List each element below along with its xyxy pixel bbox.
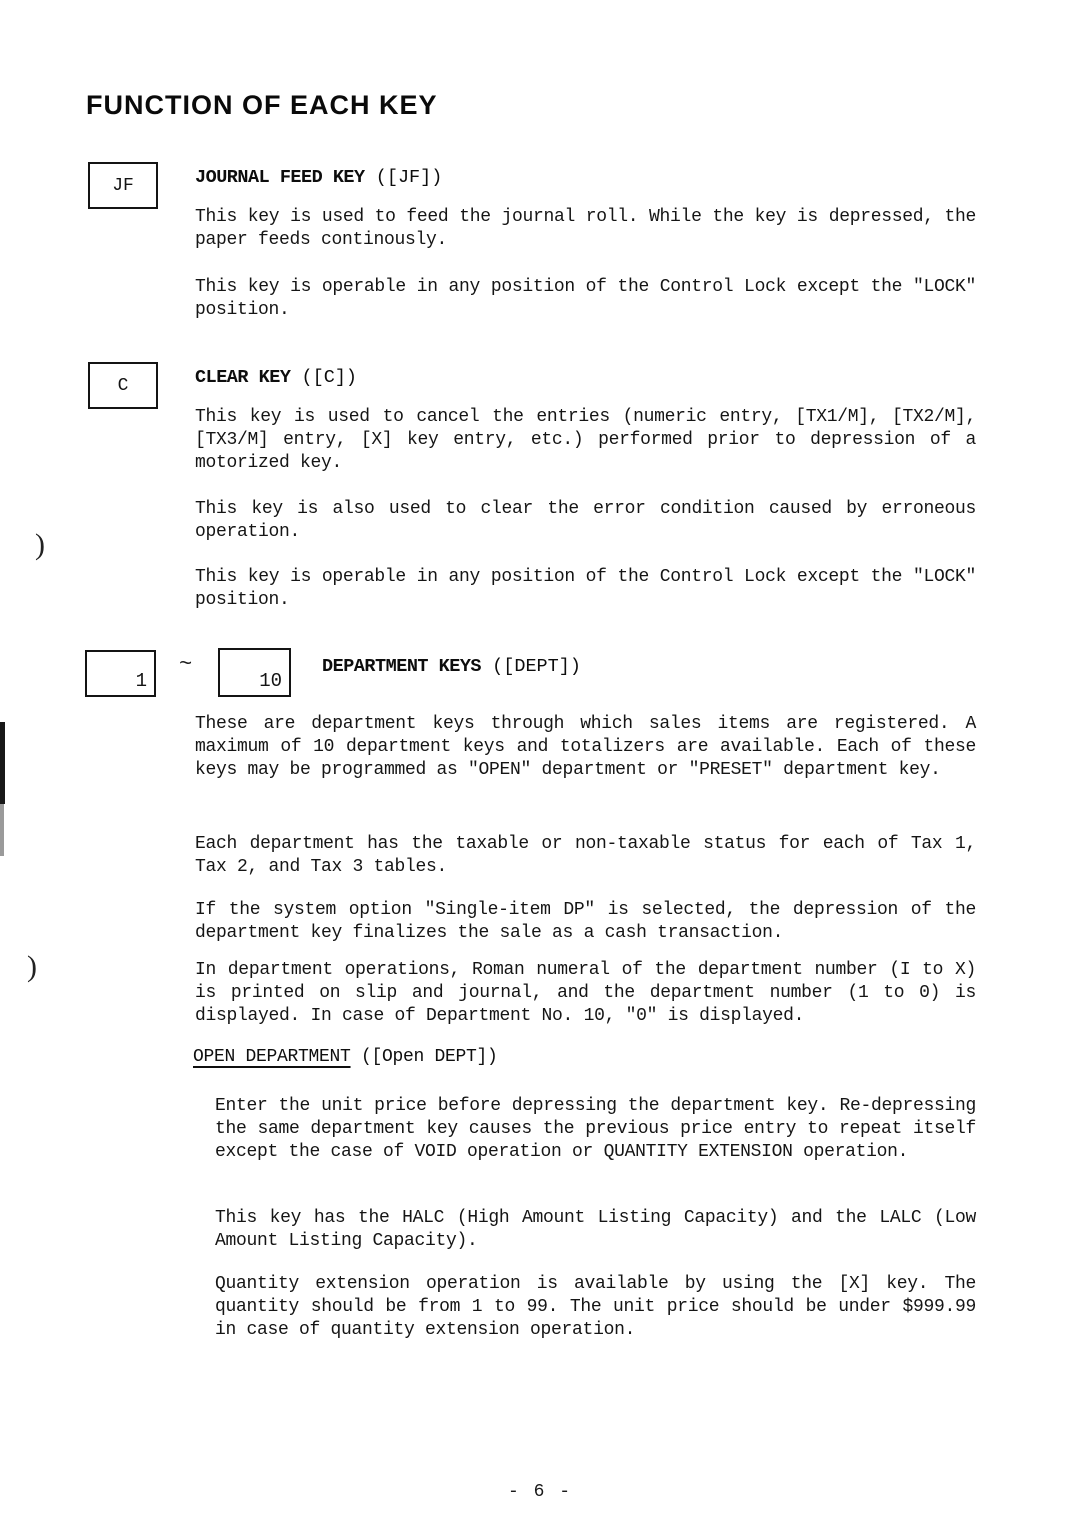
key-box-dept-1 xyxy=(85,650,156,697)
heading-rest-text: ([C]) xyxy=(290,367,358,388)
key-box-clear xyxy=(88,362,158,409)
key-label-clear: C xyxy=(117,375,129,396)
heading-rest-text: ([DEPT]) xyxy=(481,656,581,677)
section-heading-department xyxy=(322,656,581,677)
paragraph: This key is also used to clear the error condition caused by erroneous operation. xyxy=(195,499,976,542)
key-label-dept-10: 10 xyxy=(259,670,282,692)
heading-bold-text: DEPARTMENT KEYS xyxy=(322,656,482,677)
page-title: FUNCTION OF EACH KEY xyxy=(86,90,438,120)
paragraph: This key is used to cancel the entries (numeric entry, [TX1/M], [TX2/M], [TX3/M] entry, [X] key entry, etc.) performed prior to depression of a motorized key. xyxy=(195,407,976,473)
heading-bold-text: JOURNAL FEED KEY xyxy=(195,167,365,188)
tilde-separator: ~ xyxy=(179,652,193,677)
paragraph: This key has the HALC (High Amount Listing Capacity) and the LALC (Low Amount Listing Capacity). xyxy=(215,1208,976,1251)
key-label-dept-1: 1 xyxy=(135,670,147,692)
key-box-dept-10 xyxy=(218,648,291,697)
section-heading-clear xyxy=(195,367,357,388)
scan-artifact-line-fade xyxy=(0,804,4,856)
heading-underlined-text: OPEN DEPARTMENT xyxy=(193,1047,351,1067)
heading-rest-text: ([Open DEPT]) xyxy=(350,1047,498,1067)
section-heading-journal-feed xyxy=(195,167,442,188)
paragraph: This key is operable in any position of the Control Lock except the "LOCK" position. xyxy=(195,567,976,610)
margin-paren-mark: ) xyxy=(35,528,45,561)
paragraph: In department operations, Roman numeral of the department number (I to X) is printed on slip and journal, and the department number (1 to 0) is displayed. In case of Department No. 10, "0" is displayed. xyxy=(195,960,976,1026)
paragraph: Quantity extension operation is available by using the [X] key. The quantity should be from 1 to 99. The unit price should be under $999.99 in case of quantity extension operation. xyxy=(215,1274,976,1340)
paragraph: Each department has the taxable or non-taxable status for each of Tax 1, Tax 2, and Tax 3 tables. xyxy=(195,834,976,877)
margin-paren-mark: ) xyxy=(27,950,37,983)
heading-bold-text: CLEAR KEY xyxy=(195,367,291,388)
paragraph: If the system option "Single-item DP" is selected, the depression of the department key finalizes the sale as a cash transaction. xyxy=(195,900,976,943)
heading-rest-text: ([JF]) xyxy=(364,167,443,188)
page-number: - 6 - xyxy=(507,1482,572,1502)
key-box-jf xyxy=(88,162,158,209)
key-label-jf: JF xyxy=(112,175,134,196)
scan-artifact-line xyxy=(0,722,5,804)
paragraph: This key is used to feed the journal roll. While the key is depressed, the paper feeds continously. xyxy=(195,207,976,250)
open-department-heading xyxy=(193,1047,498,1067)
paragraph: Enter the unit price before depressing the department key. Re-depressing the same department key causes the previous price entry to repeat itself except the case of VOID operation or QUANTITY EXTENSION operation. xyxy=(215,1096,976,1162)
paragraph: These are department keys through which sales items are registered. A maximum of 10 department keys and totalizers are available. Each of these keys may be programmed as "OPEN" department or "PRESET" department key. xyxy=(195,714,976,780)
paragraph: This key is operable in any position of the Control Lock except the "LOCK" position. xyxy=(195,277,976,320)
